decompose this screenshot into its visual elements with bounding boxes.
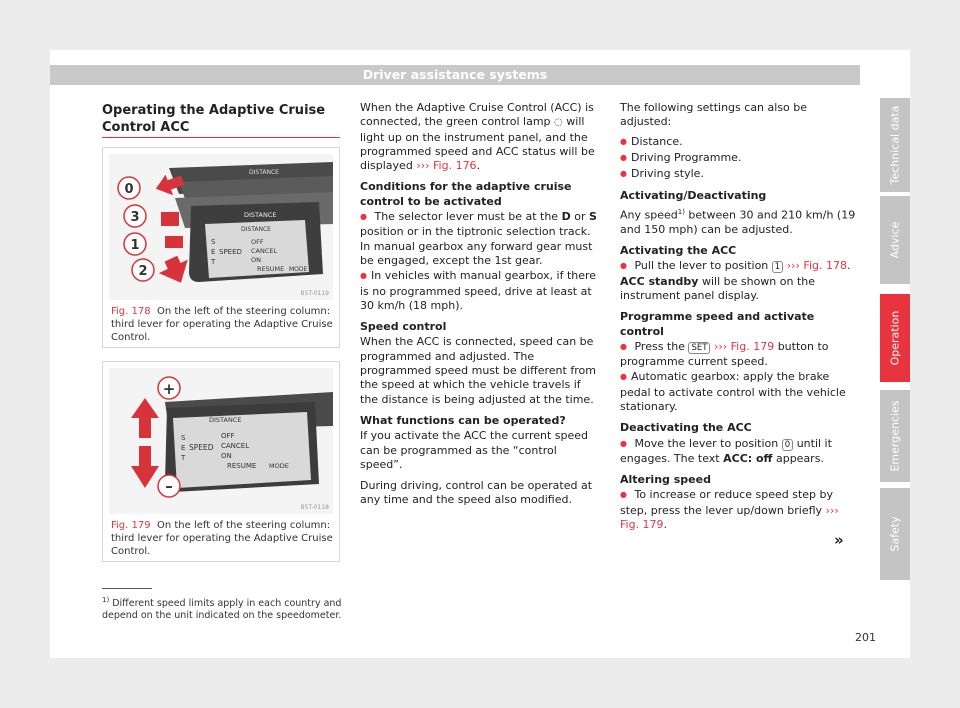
any-speed-text-b: between 30 and 210 km/h (19 and 150 mph) can be adjusted. [620,208,856,236]
position-1-badge: 1 [772,261,783,273]
heading-activating-deactivating: Activating/Deactivating [620,189,767,203]
bullet-selector-or: or [574,210,586,224]
link-fig-179-alter[interactable]: ››› Fig. 179 [620,503,839,532]
lever-t: T [211,258,216,266]
bullet-move-lever [620,437,860,467]
section-title: Operating the Adaptive Cruise Control ACC [102,103,326,135]
continue-marker: » [834,531,844,549]
set-button-badge: SET [688,342,710,354]
figure-179-caption [111,519,333,558]
heading-conditions: Conditions for the adaptive cruise control to be activated [360,180,572,208]
text-acc-connected-b: will light up on the instrument panel, and the programmed speed and ACC status will be displayed [360,115,595,173]
position-label-2: 2 [138,264,148,279]
figure-178-image [109,154,333,300]
bullet-driving-programme: ● Driving Programme. [620,151,860,166]
tab-advice-label: Advice [888,221,902,259]
figure-178-code: B5T-0119 [300,290,329,297]
lever179-off: OFF [221,432,235,440]
heading-functions: What functions can be operated? [360,413,566,427]
bullet-press-set [620,340,860,370]
acc-standby-text: ACC standby [620,274,699,288]
lever179-mode: MODE [269,462,289,470]
tab-emergencies[interactable] [880,390,910,482]
lever179-e: E [181,444,186,452]
footnote-number: 1) [102,596,110,604]
press-set-text-b: button to programme current speed. [620,339,829,369]
lever-resume: RESUME [257,265,285,273]
lever-e: E [211,248,216,256]
paragraph-acc-connected: When the Adaptive Cruise Control (ACC) is connected, the green control lamp ◌ will light up on the instrument panel, and the programmed speed and ACC status will be displayed ››› Fig. 176. [360,101,595,173]
heading-programme-speed: Programme speed and activate control [620,310,815,338]
heading-altering-speed: Altering speed [620,473,711,487]
move-lever-text-c: appears. [775,451,824,465]
lever-illustration-179 [109,368,333,514]
footnote-marker: 1) [677,207,685,216]
heading-activating-acc: Activating the ACC [620,244,737,258]
bullet-selector-text-a: The selector lever must be at the [374,210,559,224]
position-label-3: 3 [130,210,140,225]
tab-advice[interactable] [880,196,910,284]
title-rule [102,137,340,138]
bullet-manual-gearbox: ● In vehicles with manual gearbox, if there is no programmed speed, drive at least at 30 km/h (18 mph). [360,269,598,313]
press-set-text-a: Press the [634,339,685,353]
lever-distance-top: DISTANCE [249,169,279,176]
acc-off-text: ACC: off [723,451,773,465]
figure-178-caption [111,305,333,344]
bullet-altering-speed: ● To increase or reduce speed step by step, press the lever up/down briefly ››› Fig. 179. [620,488,860,532]
footnote-rule [102,588,152,589]
figure-178-number: Fig. 178 [111,306,151,317]
text-column-middle [360,101,598,515]
paragraph-during-driving: During driving, control can be operated at any time and the speed also modified. [360,479,593,507]
position-label-1: 1 [130,238,140,253]
lever-distance-face: DISTANCE [241,226,271,233]
bullet-automatic-gearbox: ● Automatic gearbox: apply the brake pedal to activate control with the vehicle stationary. [620,370,860,414]
lever179-on: ON [221,452,232,460]
figure-179-image [109,368,333,514]
lever-illustration-178 [109,154,333,300]
figure-178 [102,147,340,348]
figure-179-code: B5T-0118 [300,504,329,511]
lever-speed: SPEED [219,248,242,256]
paragraph-speed-control: When the ACC is connected, speed can be programmed and adjusted. The programmed speed must be different from the speed at which the vehicle travels if the distance is being adjusted at the time. [360,335,596,406]
paragraph-any-speed [620,205,860,237]
tab-technical-data-label: Technical data [888,105,902,185]
paragraph-settings: The following settings can also be adjusted: [620,101,808,129]
footnote [102,594,352,622]
lever-mode: MODE [289,266,308,273]
bullet-selector-lever [360,210,598,268]
tab-safety[interactable] [880,488,910,580]
move-lever-text-b: until it engages. The text [620,436,832,465]
lever-on: ON [251,256,261,264]
lever-distance-mid: DISTANCE [244,211,277,219]
text-acc-connected-a: When the Adaptive Cruise Control (ACC) is connected, the green control lamp [360,101,594,129]
lever-off: OFF [251,238,264,246]
tab-emergencies-label: Emergencies [888,400,902,472]
figure-179-number: Fig. 179 [111,520,151,531]
lever179-resume: RESUME [227,462,257,470]
lever179-speed: SPEED [189,443,214,452]
altering-speed-text: To increase or reduce speed step by step, press the lever up/down briefly [620,488,833,517]
chapter-header: Driver assistance systems [50,65,860,85]
text-column-right [620,101,860,533]
position-label-0: 0 [124,182,134,197]
tab-operation[interactable] [880,294,910,382]
lever179-distance: DISTANCE [209,416,242,424]
link-fig-178[interactable]: ››› Fig. 178 [786,259,847,273]
move-lever-text-a: Move the lever to position [634,436,779,450]
figure-179 [102,361,340,562]
tab-operation-label: Operation [888,310,902,366]
lever-s: S [211,238,216,246]
page-number: 201 [855,631,876,644]
minus-label: – [165,477,173,495]
bullet-pull-lever: ● Pull the lever to position 1 ››› Fig. 178. ACC standby will be shown on the instrument panel display. [620,259,860,303]
link-fig-179-set[interactable]: ››› Fig. 179 [713,339,775,353]
lever179-s: S [181,434,186,442]
footnote-text: Different speed limits apply in each country and depend on the unit indicated on the speedometer. [102,598,342,622]
gear-s: S [588,210,597,224]
position-0-badge: 0 [782,439,793,451]
lever-cancel: CANCEL [251,247,278,255]
figure-179-caption-text: On the left of the steering column: third lever for operating the Adaptive Cruise Control. [111,520,333,557]
heading-speed-control: Speed control [360,320,447,334]
tab-safety-label: Safety [888,516,902,552]
bullet-driving-style: ● Driving style. [620,167,860,182]
figure-178-caption-text: On the left of the steering column: third lever for operating the Adaptive Cruise Control. [111,306,333,343]
bullet-distance: ● Distance. [620,135,860,150]
paragraph-functions: If you activate the ACC the current speed can be programmed as the “control speed”. [360,429,589,471]
plus-label: + [162,380,176,398]
pull-lever-text-b: will be shown on the instrument panel display. [620,274,816,302]
pull-lever-text: Pull the lever to position [634,259,769,273]
heading-deactivating-acc: Deactivating the ACC [620,421,752,435]
link-fig-176[interactable]: ››› Fig. 176 [416,159,477,173]
lever179-t: T [181,454,186,462]
control-lamp-icon: ◌ [554,117,563,129]
lever179-cancel: CANCEL [221,442,250,450]
bullet-selector-text-b: position or in the tiptronic selection track. In manual gearbox any forward gear must be engaged, except the 1st gear. [360,225,593,267]
any-speed-text-a: Any speed [620,208,678,222]
tab-technical-data[interactable] [880,98,910,192]
gear-d: D [561,210,571,224]
